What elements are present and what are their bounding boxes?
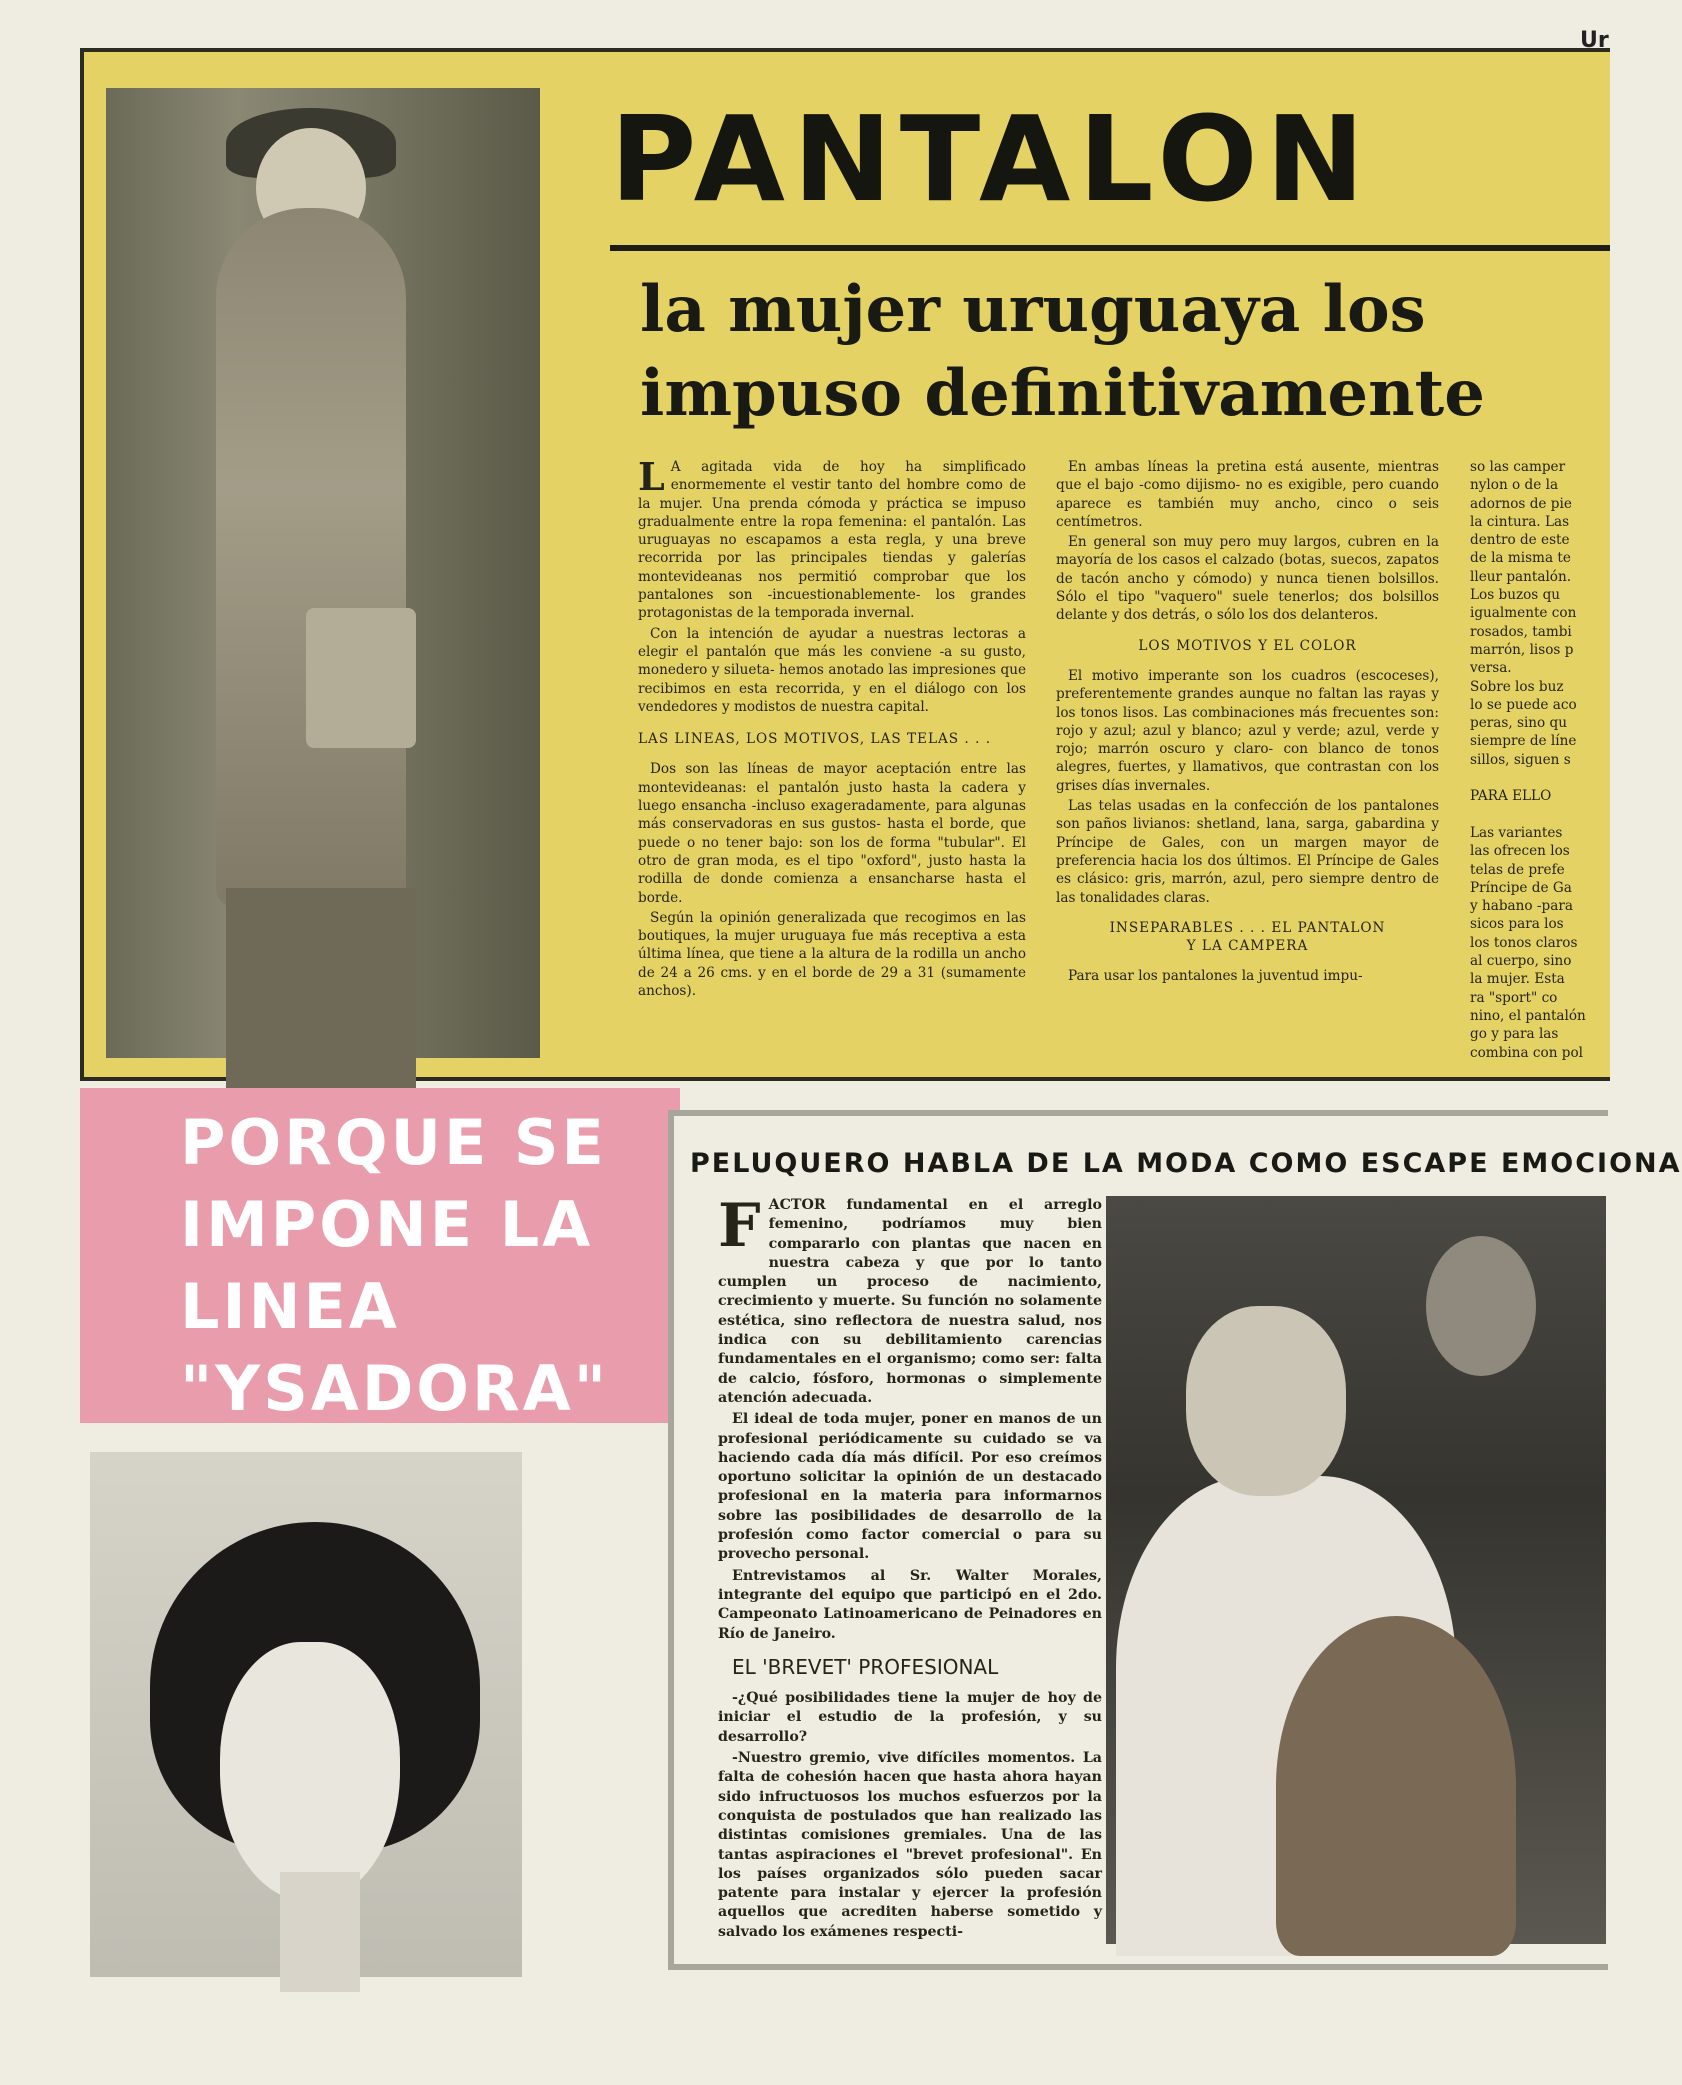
main-headline: PANTALON (610, 90, 1373, 228)
section-heading-motivos: LOS MOTIVOS Y EL COLOR (1138, 637, 1357, 654)
col3-line: lo se puede aco (1470, 696, 1577, 713)
col3-line: siempre de líne (1470, 733, 1577, 750)
col3-line: las ofrecen los (1470, 843, 1570, 860)
col3-line: al cuerpo, sino (1470, 953, 1572, 970)
drop-cap-f: F (718, 1191, 761, 1261)
col3-line (1470, 806, 1610, 824)
section-heading-lineas: LAS LINEAS, LOS MOTIVOS, LAS TELAS . . . (638, 731, 992, 748)
col3-line: peras, sino qu (1470, 715, 1568, 732)
col1-paragraph-3: Dos son las líneas de mayor aceptación entre las montevideanas: el pantalón justo hasta la cadera y luego ensancha -incluso exageradamente, para algunas más conservadoras en sus gustos- hasta el borde, que puede o no tener bajo: son los de forma "tubular". El otro de gran moda, es el tipo "oxford", justo hasta la rodilla de donde comienza a ensancharse hasta el borde. (638, 761, 1026, 906)
col2-paragraph-1: En ambas líneas la pretina está ausente, mientras que el bajo -como dijismo- no es exigible, pero cuando aparece es también muy ancho, cinco o seis centímetros. (1056, 459, 1439, 530)
col3-line: y habano -para (1470, 898, 1573, 915)
col1-paragraph-1: A agitada vida de hoy ha simplificado enormemente el vestir tanto del hombre como de la mujer. Una prenda cómoda y práctica se impuso gradualmente entre la ropa femenina: el pantalón. Las uruguayas no escapamos a esta regla, y una breve recorrida por las principales tiendas y galerías montevideanas nos permitió comprobar que los pantalones son -incuestionablemente- los grandes protagonistas de la temporada invernal. (638, 459, 1026, 622)
col2-paragraph-3: El motivo imperante son los cuadros (escoceses), preferentemente grandes aunque no faltan las rayas y los tonos lisos. Las combinaciones más frecuentes son: rojo y azul; azul y blanco; azul y verde; azul, verde y rojo; marrón oscuro y claro- con blanco de tonos alegres, fuertes, y llamativos, que contrastan con los grises días invernales. (1056, 667, 1439, 794)
col3-line: Príncipe de Ga (1470, 879, 1572, 896)
drop-cap: L (638, 454, 665, 499)
col3-line: versa. (1470, 660, 1512, 677)
subhead-line-1: la mujer uruguaya los (640, 272, 1426, 347)
col3-line: so las camper (1470, 459, 1566, 475)
col3-line: PARA ELLO (1470, 788, 1552, 805)
col1-paragraph-2: Con la intención de ayudar a nuestras lectoras a elegir el pantalón que más les conviene -a su gusto, monedero y silueta- hemos anotado las impresiones que recibimos en esta recorrida, y en el diálogo con los vendedores y modistos de nuestra capital. (638, 625, 1026, 715)
ysadora-title-line-1: PORQUE SE (180, 1106, 607, 1179)
hairdresser-at-work-photo (1106, 1196, 1606, 1944)
woman-in-coat-photo (106, 88, 540, 1058)
col3-line: los tonos claros (1470, 934, 1578, 951)
ysadora-title-line-2: IMPONE LA (180, 1188, 594, 1261)
hair-paragraph-5: -Nuestro gremio, vive difíciles momentos. La falta de cohesión hacen que hasta ahora hayan sido infructuosos los muchos esfuerzos por la conquista de postulados que han realizado las distintas comisiones gremiales. Una de las tantas aspiraciones el "brevet profesional". En los países organizados sólo pueden sacar patente para instalar y ejercer la profesión aquellos que acrediten haberse sometido y salvado los exámenes respecti- (718, 1750, 1102, 1940)
col3-line: sillos, siguen s (1470, 751, 1571, 768)
col3-line: sicos para los (1470, 916, 1564, 933)
ysadora-title-line-3: LINEA (180, 1270, 400, 1343)
col3-line: igualmente con (1470, 605, 1577, 622)
corner-fragment-text: Ur (1580, 28, 1609, 53)
article-column-3-cropped (1470, 458, 1610, 1061)
col3-line: combina con pol (1470, 1044, 1584, 1061)
hair-paragraph-1: ACTOR fundamental en el arreglo femenino, podríamos muy bien compararlo con plantas que nacen en nuestra cabeza y que por lo tanto cumplen un proceso de nacimiento, crecimiento y muerte. Su función no solamente estética, sino reflectora de nuestra salud, nos indica con su debilitamiento carencias fundamentales en el organismo; como ser: falta de calcio, fósforo, hormonas o simplemente atención adecuada. (718, 1197, 1102, 1406)
col2-paragraph-2: En general son muy pero muy largos, cubren en la mayoría de los casos el calzado (botas, suecos, zapatos de tacón ancho y cómodo) y nunca tienen bolsillos. Sólo el tipo "vaquero" suele tenerlos; dos bolsillos delante y dos detrás, o sólo los dos delanteros. (1056, 534, 1439, 624)
col3-line: rosados, tambi (1470, 623, 1572, 640)
col3-line: go y para las (1470, 1026, 1559, 1043)
col3-line: Sobre los buz (1470, 678, 1564, 695)
subheadline (640, 268, 1640, 436)
section-heading-brevet: EL 'BREVET' PROFESIONAL (732, 1654, 999, 1679)
article-column-1 (638, 454, 1026, 1002)
col3-line: dentro de este (1470, 532, 1570, 549)
hairdresser-headline: PELUQUERO HABLA DE LA MODA COMO ESCAPE EMOCIONA (690, 1148, 1682, 1179)
col3-line: nino, el pantalón (1470, 1007, 1586, 1024)
col3-line: de la misma te (1470, 550, 1571, 567)
col3-line: ra "sport" co (1470, 989, 1558, 1006)
col3-line: Los buzos qu (1470, 587, 1561, 604)
subhead-line-2: impuso definitivamente (640, 356, 1485, 431)
col2-paragraph-5: Para usar los pantalones la juventud impu- (1068, 968, 1363, 985)
bob-haircut-photo (90, 1452, 522, 1977)
headline-rule (610, 245, 1610, 251)
col3-line: adornos de pie (1470, 495, 1572, 512)
hairdresser-article-column (718, 1191, 1102, 1944)
ysadora-title-line-4: "YSADORA" (180, 1352, 610, 1425)
col3-line: nylon o de la (1470, 477, 1559, 494)
col3-line: lleur pantalón. (1470, 568, 1572, 585)
section-heading-inseparables (1056, 919, 1439, 956)
col3-line (1470, 769, 1610, 787)
hair-paragraph-4: -¿Qué posibilidades tiene la mujer de hoy de iniciar el estudio de la profesión, y su desarrollo? (718, 1690, 1102, 1745)
section-heading-inseparables-line-1: INSEPARABLES . . . EL PANTALON (1109, 919, 1386, 936)
col3-line: Las variantes (1470, 824, 1563, 841)
col1-paragraph-4: Según la opinión generalizada que recogimos en las boutiques, la mujer uruguaya fue más receptiva a esta última línea, que tiene a la altura de la rodilla un ancho de 24 a 26 cms. y en el borde de 29 a 31 (sumamente anchos). (638, 909, 1026, 1000)
section-heading-inseparables-line-2: Y LA CAMPERA (1186, 938, 1309, 955)
col2-paragraph-4: Las telas usadas en la confección de los pantalones son paños livianos: shetland, lana, sarga, gabardina y Príncipe de Gales, con un margen mayor de preferencia hacia los dos últimos. El Príncipe de Gales es clásico: gris, marrón, azul, pero siempre dentro de las tonalidades claras. (1056, 798, 1439, 906)
ysadora-title (180, 1102, 660, 1430)
col3-line: telas de prefe (1470, 861, 1565, 878)
col3-line: marrón, lisos p (1470, 641, 1574, 658)
hair-paragraph-3: Entrevistamos al Sr. Walter Morales, integrante del equipo que participó en el 2do. Campeonato Latinoamericano de Peinadores en Río de Janeiro. (718, 1567, 1102, 1642)
article-column-2 (1056, 458, 1439, 988)
hair-paragraph-2: El ideal de toda mujer, poner en manos de un profesional periódicamente su cuidado se va haciendo cada día más difícil. Por eso creímos oportuno solicitar la opinión de un destacado profesional en la materia para informarnos sobre las posibilidades de desarrollo de la profesión como factor comercial o para su provecho personal. (718, 1411, 1102, 1563)
col3-line: la cintura. Las (1470, 513, 1570, 530)
col3-line: la mujer. Esta (1470, 971, 1565, 988)
